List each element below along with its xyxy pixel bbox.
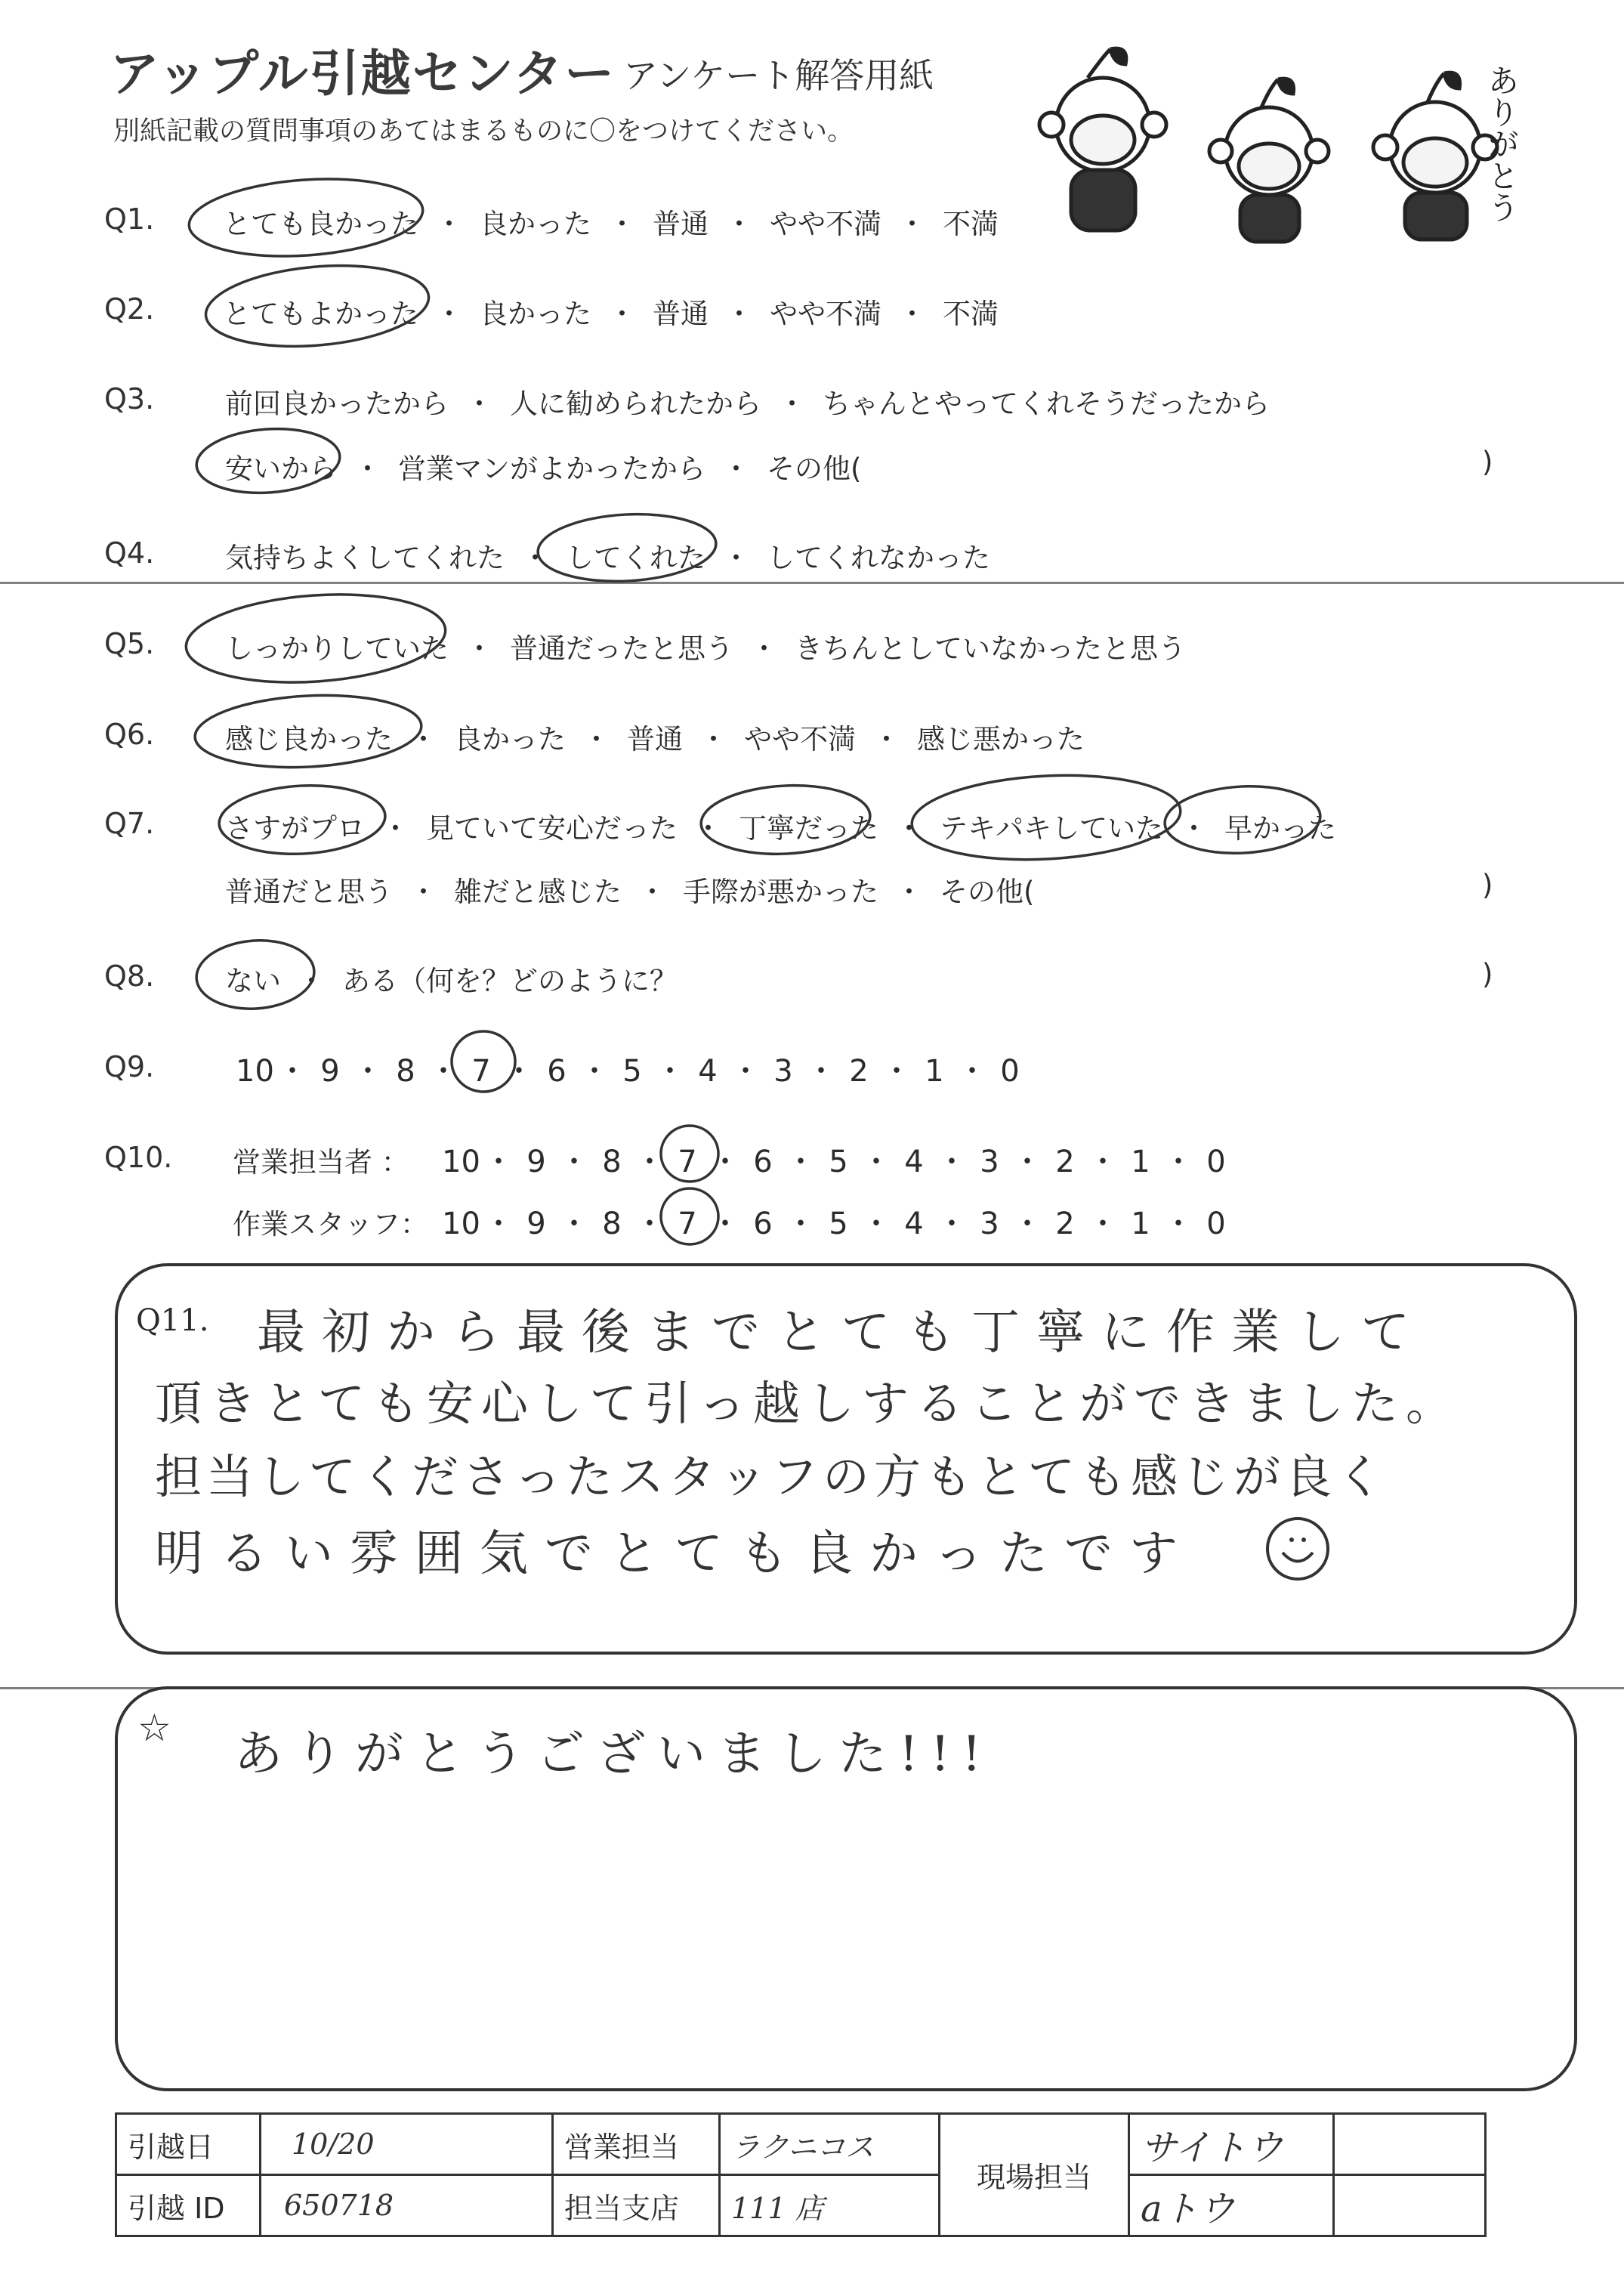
q10-sales-score-10[interactable]: 10 [442, 1145, 480, 1179]
q9-score-5[interactable]: 5 [622, 1054, 642, 1089]
move-id-label: 引越 ID [116, 2175, 261, 2236]
mascot-middle-icon [1209, 79, 1329, 242]
q10-label: Q10. [104, 1141, 173, 1174]
q7-close-paren: ) [1482, 869, 1493, 901]
q7-option-5[interactable]: 早かった [1224, 812, 1336, 845]
move-info-table [115, 2112, 1487, 2237]
q10-sales-score-4[interactable]: 4 [904, 1145, 924, 1179]
q10-sales-score-2[interactable]: 2 [1055, 1145, 1075, 1179]
q9-score-0[interactable]: 0 [1000, 1054, 1020, 1089]
q1-label: Q1. [104, 202, 155, 236]
q1-option-1[interactable]: とても良かった [223, 208, 418, 240]
q7-options-line1: さすがプロ ・ 見ていて安心だった ・ 丁寧だった ・ テキパキしていた ・ 早かった [225, 805, 1336, 846]
q3-label: Q3. [104, 382, 155, 416]
q5-option-3[interactable]: きちんとしていなかったと思う [795, 632, 1186, 665]
q10-sales-score-0[interactable]: 0 [1206, 1145, 1226, 1179]
q10-sales-score-9[interactable]: 9 [526, 1145, 546, 1179]
q10-staff-score-0[interactable]: 0 [1206, 1207, 1226, 1241]
q10-staff-score-2[interactable]: 2 [1055, 1207, 1075, 1241]
q10-sales-score-6[interactable]: 6 [753, 1145, 773, 1179]
q10-sales-score-7[interactable]: 7 [678, 1145, 697, 1179]
branch-label: 担当支店 [553, 2175, 720, 2236]
q9-scores: 10 ・ 9 ・ 8 ・ 7 ・ 6 ・ 5 ・ 4 ・ 3 ・ 2 ・ 1 ・ 0 [236, 1047, 1029, 1090]
q9-score-2[interactable]: 2 [849, 1054, 869, 1089]
q9-score-7[interactable]: 7 [471, 1054, 491, 1089]
q11-label: Q11. [136, 1303, 209, 1338]
q6-option-3[interactable]: 普通 [627, 723, 683, 756]
q4-options: 気持ちよくしてくれた ・ してくれた ・ してくれなかった [225, 535, 990, 576]
q10-staff-score-9[interactable]: 9 [526, 1207, 546, 1241]
q10-sales-score-1[interactable]: 1 [1131, 1145, 1150, 1179]
q1-option-5[interactable]: 不満 [943, 208, 999, 240]
q8-label: Q8. [104, 960, 155, 993]
q3-close-paren: ) [1482, 446, 1493, 478]
q8-close-paren: ) [1482, 958, 1493, 990]
q3-option-3[interactable]: ちゃんとやってくれそうだったから [823, 388, 1270, 420]
scan-line-top [0, 582, 1624, 584]
q2-option-2[interactable]: 良かった [480, 298, 591, 330]
q3-options-line1: 前回良かったから ・ 人に勧められたから ・ ちゃんとやってくれそうだったから [225, 381, 1270, 422]
q3-option-4[interactable]: 安いから [225, 453, 337, 485]
q10-sales-score-5[interactable]: 5 [829, 1145, 848, 1179]
monkey-mascots-illustration [1035, 42, 1533, 246]
q7-option-3[interactable]: 丁寧だった [739, 812, 878, 845]
q11-comment-line-1: 最初から最後までとても丁寧に作業して [257, 1305, 1426, 1361]
q2-option-4[interactable]: やや不満 [770, 298, 881, 330]
q10-sales-scores: 10 ・ 9 ・ 8 ・ 7 ・ 6 ・ 5 ・ 4 ・ 3 ・ 2 ・ 1 ・ 0 [442, 1138, 1235, 1181]
q11-comment-line-2: 頂きとても安心して引っ越しすることができました。 [155, 1376, 1461, 1431]
q9-score-10[interactable]: 10 [236, 1054, 274, 1089]
q10-sales-label: 営業担当者 ： [233, 1146, 409, 1179]
q5-options: しっかりしていた ・ 普通だったと思う ・ きちんとしていなかったと思う [225, 626, 1186, 666]
q7-option-8[interactable]: 手際が悪かった [683, 876, 878, 908]
mascot-right-icon [1373, 73, 1497, 239]
q6-option-4[interactable]: やや不満 [744, 723, 856, 756]
q9-score-6[interactable]: 6 [547, 1054, 567, 1089]
q5-option-2[interactable]: 普通だったと思う [510, 632, 733, 665]
empty-cell-2 [1334, 2175, 1486, 2236]
q6-label: Q6. [104, 718, 155, 751]
q1-option-2[interactable]: 良かった [480, 208, 591, 240]
q1-options: とても良かった ・ 良かった ・ 普通 ・ やや不満 ・ 不満 [223, 201, 999, 242]
q7-option-2[interactable]: 見ていて安心だった [426, 812, 678, 845]
form-subtitle: アンケート解答用紙 [623, 55, 934, 96]
thanks-comment: ありがとうございました!!! [234, 1726, 994, 1782]
brand-title: アップル引越センター [110, 45, 616, 103]
q11-comment-line-4: 明るい雰囲気でとても良かったです [155, 1526, 1194, 1582]
q10-staff-score-8[interactable]: 8 [602, 1207, 622, 1241]
empty-cell-1 [1334, 2114, 1486, 2175]
q4-label: Q4. [104, 536, 155, 570]
q8-options: ない ・ ある（何を？どのように？ [225, 958, 678, 999]
q3-option-1[interactable]: 前回良かったから [225, 388, 449, 420]
move-id-value: 650718 [261, 2175, 553, 2236]
q10-staff-score-6[interactable]: 6 [753, 1207, 773, 1241]
site-staff-1: サイトウ [1129, 2114, 1334, 2175]
move-date-label: 引越日 [116, 2114, 261, 2175]
q9-score-3[interactable]: 3 [773, 1054, 793, 1089]
q10-staff-label: 作業スタッフ： [233, 1208, 428, 1241]
q6-option-2[interactable]: 良かった [454, 723, 566, 756]
q2-options: とてもよかった ・ 良かった ・ 普通 ・ やや不満 ・ 不満 [223, 291, 999, 332]
q7-option-9[interactable]: その他( [940, 876, 1035, 908]
q6-option-1[interactable]: 感じ良かった [225, 723, 393, 756]
smiley-face-icon [1260, 1511, 1335, 1587]
q10-staff-score-3[interactable]: 3 [980, 1207, 999, 1241]
q9-score-1[interactable]: 1 [925, 1054, 944, 1089]
mascot-caption: ありがとう [1483, 64, 1521, 223]
q10-staff-score-7[interactable]: 7 [678, 1207, 697, 1241]
q7-option-4[interactable]: テキパキしていた [940, 812, 1163, 845]
q9-score-4[interactable]: 4 [698, 1054, 718, 1089]
sales-value: ラクニコス [720, 2114, 940, 2175]
q7-label: Q7. [104, 807, 155, 840]
q7-option-6[interactable]: 普通だと思う [225, 876, 393, 908]
mascot-left-icon [1039, 48, 1166, 230]
q10-sales-score-8[interactable]: 8 [602, 1145, 622, 1179]
q9-label: Q9. [104, 1050, 155, 1083]
star-icon: ☆ [137, 1706, 171, 1750]
move-date-value: 10/20 [261, 2114, 553, 2175]
q7-option-1[interactable]: さすがプロ [225, 812, 365, 845]
q3-option-5[interactable]: 営業マンがよかったから [398, 453, 705, 485]
q2-option-5[interactable]: 不満 [943, 298, 999, 330]
q6-option-5[interactable]: 感じ悪かった [917, 723, 1085, 756]
q10-staff-score-10[interactable]: 10 [442, 1207, 480, 1241]
q3-option-6[interactable]: その他( [767, 453, 862, 485]
q4-option-3[interactable]: してくれなかった [767, 542, 990, 574]
q1-option-3[interactable]: 普通 [653, 208, 709, 240]
q9-score-9[interactable]: 9 [320, 1054, 340, 1089]
q8-option-1[interactable]: ない [225, 965, 281, 997]
q5-option-1[interactable]: しっかりしていた [225, 632, 449, 665]
q10-staff-score-1[interactable]: 1 [1131, 1207, 1150, 1241]
q3-option-2[interactable]: 人に勧められたから [510, 388, 761, 420]
q11-comment-line-3: 担当してくださったスタッフの方もとても感じが良く [155, 1449, 1388, 1504]
q2-option-3[interactable]: 普通 [653, 298, 709, 330]
q6-options: 感じ良かった ・ 良かった ・ 普通 ・ やや不満 ・ 感じ悪かった [225, 716, 1085, 757]
q7-option-7[interactable]: 雑だと感じた [454, 876, 622, 908]
q1-option-4[interactable]: やや不満 [770, 208, 881, 240]
q10-staff-scores: 10 ・ 9 ・ 8 ・ 7 ・ 6 ・ 5 ・ 4 ・ 3 ・ 2 ・ 1 ・ 0 [442, 1200, 1235, 1243]
q8-option-2[interactable]: ある（何を？どのように？ [342, 965, 678, 997]
q10-staff-score-5[interactable]: 5 [829, 1207, 848, 1241]
site-staff-2: aトウ [1129, 2175, 1334, 2236]
q2-option-1[interactable]: とてもよかった [223, 298, 418, 330]
q10-staff-score-4[interactable]: 4 [904, 1207, 924, 1241]
q7-options-line2: 普通だと思う ・ 雑だと感じた ・ 手際が悪かった ・ その他( [225, 869, 1034, 910]
branch-value: 111 店 [720, 2175, 940, 2236]
q4-option-1[interactable]: 気持ちよくしてくれた [225, 542, 505, 574]
q5-label: Q5. [104, 627, 155, 660]
site-label: 現場担当 [940, 2114, 1129, 2236]
q3-options-line2: 安いから ・ 営業マンがよかったから ・ その他( [225, 446, 861, 487]
instruction-text: 別紙記載の質問事項のあてはまるものに〇をつけてください。 [113, 116, 854, 147]
sales-label: 営業担当 [553, 2114, 720, 2175]
q10-sales-score-3[interactable]: 3 [980, 1145, 999, 1179]
q2-label: Q2. [104, 292, 155, 326]
q4-option-2[interactable]: してくれた [566, 542, 705, 574]
q9-score-8[interactable]: 8 [396, 1054, 415, 1089]
